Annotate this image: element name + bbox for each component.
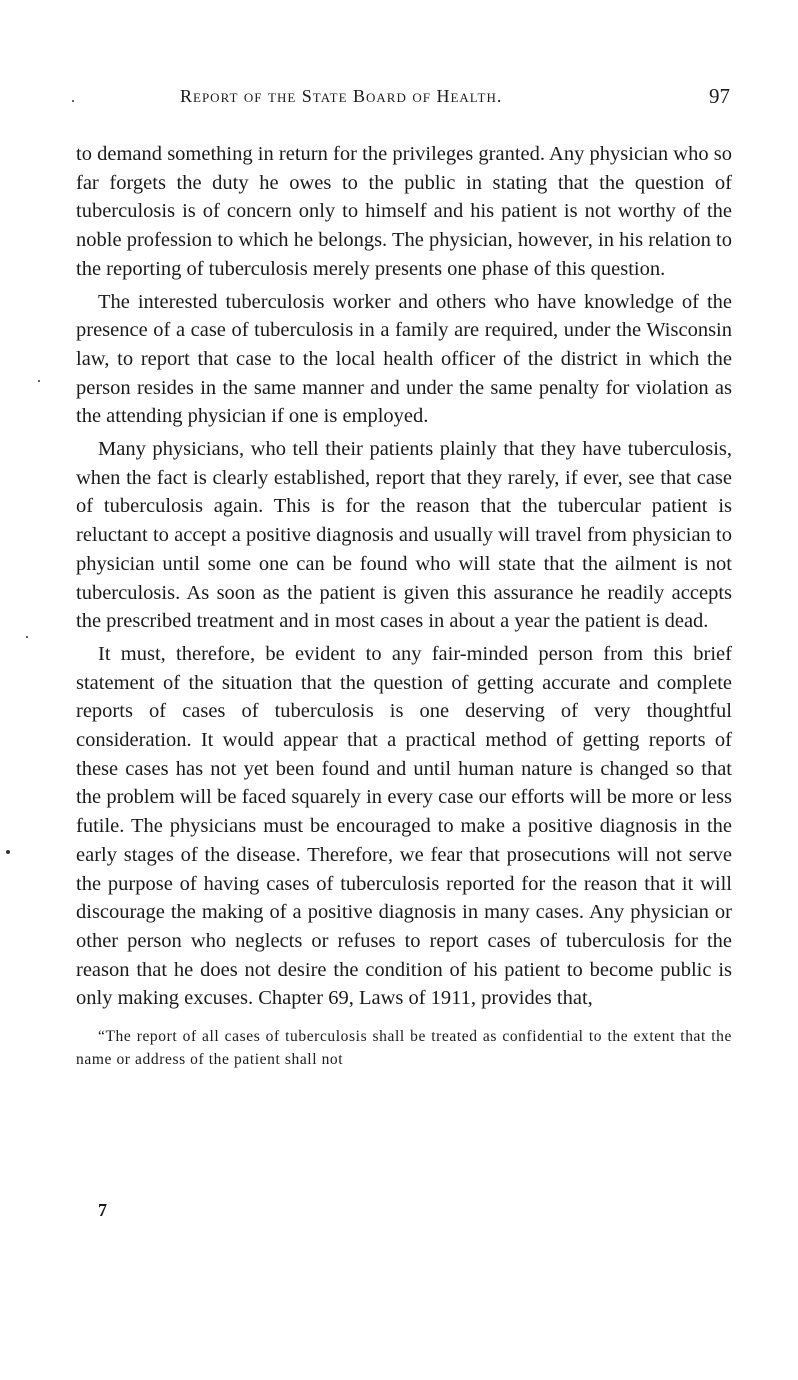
print-speck bbox=[26, 636, 28, 638]
page-number: 97 bbox=[709, 84, 730, 108]
running-title: Report of the State Board of Health. bbox=[180, 86, 503, 106]
signature-mark: 7 bbox=[98, 1200, 107, 1220]
print-speck bbox=[6, 850, 10, 854]
print-speck bbox=[72, 100, 74, 102]
paragraph-3: Many physicians, who tell their patients plainly that they have tuberculosis, when the fact is clearly established, report that they rarely, if ever, see that case of tuberculosis again. This is for the reason that the tubercular patient is reluctant to accept a positive diagnosis and usually will travel from physician to physician until some one can be found who will state that the ailment is not tuberculosis. As soon as the patient is given this assurance he readily accepts the prescribed treatment and in most cases in about a year the patient is dead. bbox=[76, 438, 732, 633]
paragraph-4: It must, therefore, be evident to any fair-minded person from this brief statement of the situation that the question of getting accurate and complete reports of cases of tuberculosis is one deserving of very thoughtful consideration. It would appear that a practical method of getting reports of these cases has not yet been found and until human nature is changed so that the problem will be faced squarely in every case our efforts will be more or less futile. The physicians must be encouraged to make a positive diagnosis in the early stages of the disease. Therefore, we fear that prosecutions will not serve the purpose of having cases of tuberculosis reported for the reason that it will discourage the making of a positive diagnosis in many cases. Any physician or other person who neglects or refuses to report cases of tuberculosis for the reason that he does not desire the condition of his patient to become public is only making excuses. Chapter 69, Laws of 1911, provides that, bbox=[76, 642, 732, 1010]
running-head bbox=[76, 84, 732, 118]
paragraph-2: The interested tuberculosis worker and others who have knowledge of the presence of a case of tuberculosis in a family are required, under the Wisconsin law, to report that case to the local health officer of the district in which the person resides in the same manner and under the same penalty for violation as the attending physician if one is employed. bbox=[76, 290, 732, 428]
paragraph-1: to demand something in return for the privileges granted. Any physician who so far forgets the duty he owes to the public in stating that the question of tuberculosis is of concern only to himself and his patient is not worthy of the noble profession to which he belongs. The physician, however, in his relation to the reporting of tuberculosis merely presents one phase of this question. bbox=[76, 143, 732, 280]
document-page bbox=[76, 84, 732, 1071]
statute-quote: “The report of all cases of tuberculosis shall be treated as confidential to the extent that the name or address of the patient shall not bbox=[76, 1028, 732, 1069]
body-text bbox=[76, 140, 732, 1013]
print-speck bbox=[38, 380, 40, 382]
